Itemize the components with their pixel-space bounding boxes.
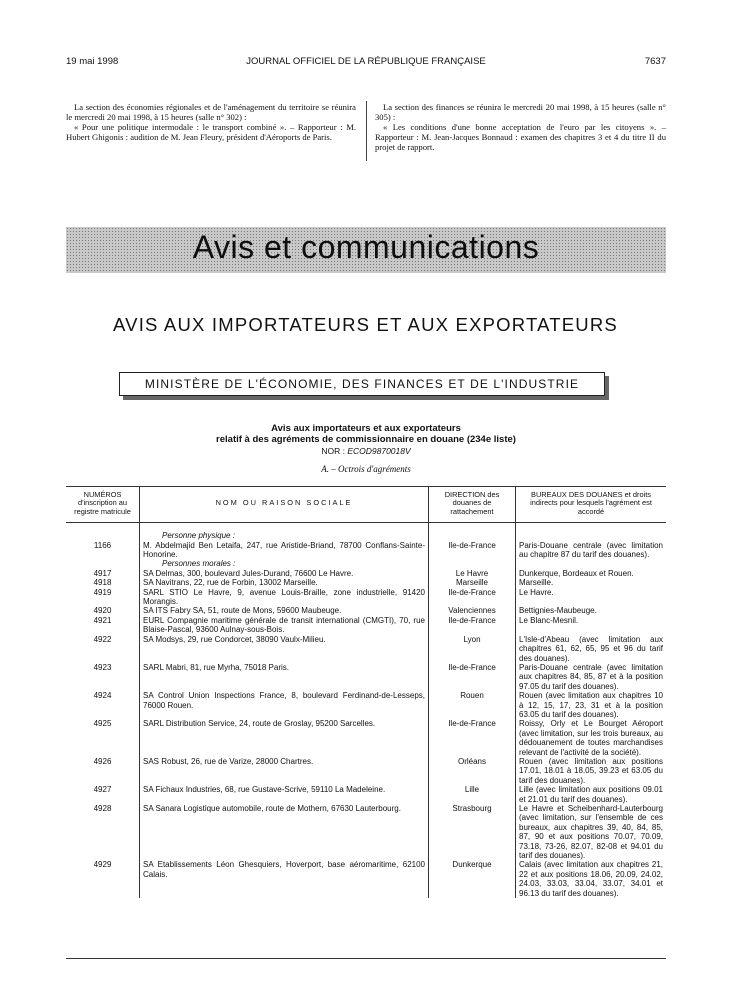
column-header-numero: NUMÉROS d'inscription au registre matricule	[66, 487, 140, 523]
row-name: SARL STIO Le Havre, 9, avenue Louis-Braille, zone industrielle, 91420 Morangis.	[140, 588, 429, 607]
row-name: SA Etablissements Léon Ghesquiers, Hoverport, base aéromaritime, 62100 Calais.	[140, 860, 429, 898]
row-name: SA Modsys, 29, rue Condorcet, 38090 Vaulx-Milieu.	[140, 635, 429, 663]
row-bureaux: Le Havre et Scheibenhard-Lauterbourg (avec limitation, sur l'ensemble de ces bureaux, aux chapitres 39, 40, 84, 85, 87, 90 et aux positions 70.07, 70.09, 73.18, 73-26, 82.07, 82-08 et 94.01 du tarif des douanes).	[516, 804, 667, 860]
table-row	[66, 588, 666, 607]
table-row	[66, 691, 666, 719]
nor-value: ECOD9870018V	[347, 446, 411, 456]
row-bureaux: L'Isle-d'Abeau (avec limitation aux chapitres 61, 62, 65, 95 et 96 du tarif des douanes).	[516, 635, 667, 663]
category-row	[66, 559, 666, 568]
row-name: SA Delmas, 300, boulevard Jules-Durand, 76600 Le Havre.	[140, 569, 429, 578]
row-direction: Ile-de-France	[429, 541, 516, 560]
row-name: SA Navitrans, 22, rue de Forbin, 13002 Marseille.	[140, 578, 429, 587]
notice-title: Avis aux importateurs et aux exportateurs	[271, 423, 461, 434]
row-bureaux: Calais (avec limitation aux chapitres 21, 22 et aux positions 18.06, 20.09, 24.02, 24.03, 33.03, 33.04, 33.07, 34.01 et 96.13 du tarif des douanes).	[516, 860, 667, 898]
column-divider	[366, 101, 367, 161]
row-bureaux: Rouen (avec limitation aux positions 17.01, 18.01 à 18.05, 39.23 et 63.05 du tarif des douanes).	[516, 757, 667, 785]
row-name: SARL Mabri, 81, rue Myrha, 75018 Paris.	[140, 663, 429, 691]
row-number: 4919	[93, 587, 112, 597]
row-bureaux: Paris-Douane centrale (avec limitation au chapitre 87 du tarif des douanes).	[516, 541, 667, 560]
row-bureaux: Roissy, Orly et Le Bourget Aéroport (avec limitation, sur les trois bureaux, au dédouanement de toutes marchandises relevant de l'activité de la société).	[516, 719, 667, 757]
row-number: 4925	[93, 719, 112, 729]
row-direction: Lyon	[429, 635, 516, 663]
right-column-paragraph: La section des finances se réunira le mercredi 20 mai 1998, à 15 heures (salle n° 305) :	[375, 102, 666, 122]
table-row	[66, 785, 666, 804]
row-bureaux: Marseille.	[516, 578, 667, 587]
row-direction: Strasbourg	[429, 804, 516, 860]
row-name: SARL Distribution Service, 24, route de Groslay, 95200 Sarcelles.	[140, 719, 429, 757]
category-label-morales: Personnes morales :	[140, 559, 429, 568]
table-header-row	[66, 487, 666, 523]
row-direction: Le Havre	[429, 569, 516, 578]
header-journal: JOURNAL OFFICIEL DE LA RÉPUBLIQUE FRANÇAISE	[246, 56, 486, 67]
table-row	[66, 860, 666, 898]
row-name: SA ITS Fabry SA, 51, route de Mons, 59600 Maubeuge.	[140, 606, 429, 615]
row-name: SAS Robust, 26, rue de Varize, 28000 Chartres.	[140, 757, 429, 785]
row-direction: Ile-de-France	[429, 616, 516, 635]
row-name: SA Fichaux Industries, 68, rue Gustave-Scrive, 59110 La Madeleine.	[140, 785, 429, 804]
row-number: 4921	[93, 615, 112, 625]
table-row	[66, 578, 666, 587]
category-row	[66, 523, 666, 541]
category-label-physique: Personne physique :	[140, 523, 429, 541]
row-direction: Rouen	[429, 691, 516, 719]
row-name: EURL Compagnie maritime générale de transit international (CMGTI), 70, rue Blaise-Pascal, 93600 Aulnay-sous-Bois.	[140, 616, 429, 635]
row-bureaux: Rouen (avec limitation aux chapitres 10 à 12, 15, 17, 23, 31 et à la position 63.05 du tarif des douanes).	[516, 691, 667, 719]
row-direction: Ile-de-France	[429, 663, 516, 691]
table-body	[66, 523, 666, 898]
row-bureaux: Le Blanc-Mesnil.	[516, 616, 667, 635]
table-bottom-rule	[66, 958, 666, 959]
table-row	[66, 635, 666, 663]
row-name: M. Abdelmajid Ben Letaifa, 247, rue Aristide-Briand, 78700 Conflans-Sainte-Honorine.	[140, 541, 429, 560]
right-column-paragraph: « Les conditions d'une bonne acceptation de l'euro par les citoyens ». – Rapporteur : M. Jean-Jacques Bonnaud : examen des chapitres 3 et 4 du titre II du projet de rapport.	[375, 122, 666, 152]
row-number: 4922	[93, 634, 112, 644]
row-bureaux: Paris-Douane centrale (avec limitation aux chapitres 84, 85, 87 et à la position 97.05 du tarif des douanes).	[516, 663, 667, 691]
empty-cell	[66, 559, 140, 568]
banner-title: Avis et communications	[192, 229, 540, 265]
column-header-direction: DIRECTION des douanes de rattachement	[429, 487, 516, 523]
table-row	[66, 616, 666, 635]
row-number: 4918	[93, 578, 112, 588]
row-direction: Orléans	[429, 757, 516, 785]
section-heading: AVIS AUX IMPORTATEURS ET AUX EXPORTATEURS	[113, 314, 618, 335]
row-number: 4917	[93, 568, 112, 578]
row-number: 4928	[93, 804, 112, 813]
column-header-bureaux: BUREAUX DES DOUANES et droits indirects pour lesquels l'agrément est accordé	[516, 487, 667, 523]
row-number: 4929	[93, 860, 112, 870]
table-row	[66, 663, 666, 691]
table-row	[66, 541, 666, 560]
row-direction: Valenciennes	[429, 606, 516, 615]
row-direction: Ile-de-France	[429, 719, 516, 757]
row-bureaux: Bettignies-Maubeuge.	[516, 606, 667, 615]
row-number: 4926	[93, 756, 112, 766]
left-column-paragraph: « Pour une politique intermodale : le transport combiné ». – Rapporteur : M. Hubert Ghigonis : audition de M. Jean Fleury, président d'Aéroports de Paris.	[66, 122, 356, 142]
table-row	[66, 719, 666, 757]
ministry-box: MINISTÈRE DE L'ÉCONOMIE, DES FINANCES ET DE L'INDUSTRIE	[119, 372, 605, 396]
left-column	[66, 102, 356, 142]
row-direction: Marseille	[429, 578, 516, 587]
row-number: 4923	[93, 662, 112, 672]
subsection-title: A. – Octrois d'agréments	[321, 464, 411, 474]
row-bureaux: Dunkerque, Bordeaux et Rouen.	[516, 569, 667, 578]
header-date: 19 mai 1998	[66, 56, 119, 67]
table-row	[66, 569, 666, 578]
empty-cell	[516, 559, 667, 568]
row-number: 1166	[93, 540, 112, 550]
row-number: 4924	[93, 691, 112, 701]
row-number: 4920	[93, 606, 112, 616]
row-number: 4927	[93, 785, 112, 795]
row-direction: Lille	[429, 785, 516, 804]
nor-label: NOR :	[321, 446, 345, 456]
column-header-nom: NOM OU RAISON SOCIALE	[140, 487, 429, 523]
table-row	[66, 804, 666, 860]
notice-subtitle: relatif à des agréments de commissionnaire en douane (234e liste)	[216, 434, 516, 445]
table-row	[66, 757, 666, 785]
header-page-number: 7637	[644, 56, 666, 67]
row-name: SA Control Union Inspections France, 8, boulevard Ferdinand-de-Lesseps, 76000 Rouen.	[140, 691, 429, 719]
empty-cell	[429, 559, 516, 568]
row-direction: Ile-de-France	[429, 588, 516, 607]
left-column-paragraph: La section des économies régionales et de l'aménagement du territoire se réunira le mercredi 20 mai 1998, à 15 heures (salle n° 302) :	[66, 102, 356, 122]
table-row	[66, 606, 666, 615]
row-direction: Dunkerque	[429, 860, 516, 898]
row-name: SA Sanara Logistique automobile, route de Mothern, 67630 Lauterbourg.	[140, 804, 429, 860]
right-column	[375, 102, 666, 152]
nor-reference	[66, 446, 666, 456]
row-bureaux: Lille (avec limitation aux positions 09.01 et 21.01 du tarif des douanes).	[516, 785, 667, 804]
agrements-table	[66, 486, 666, 898]
row-bureaux: Le Havre.	[516, 588, 667, 607]
